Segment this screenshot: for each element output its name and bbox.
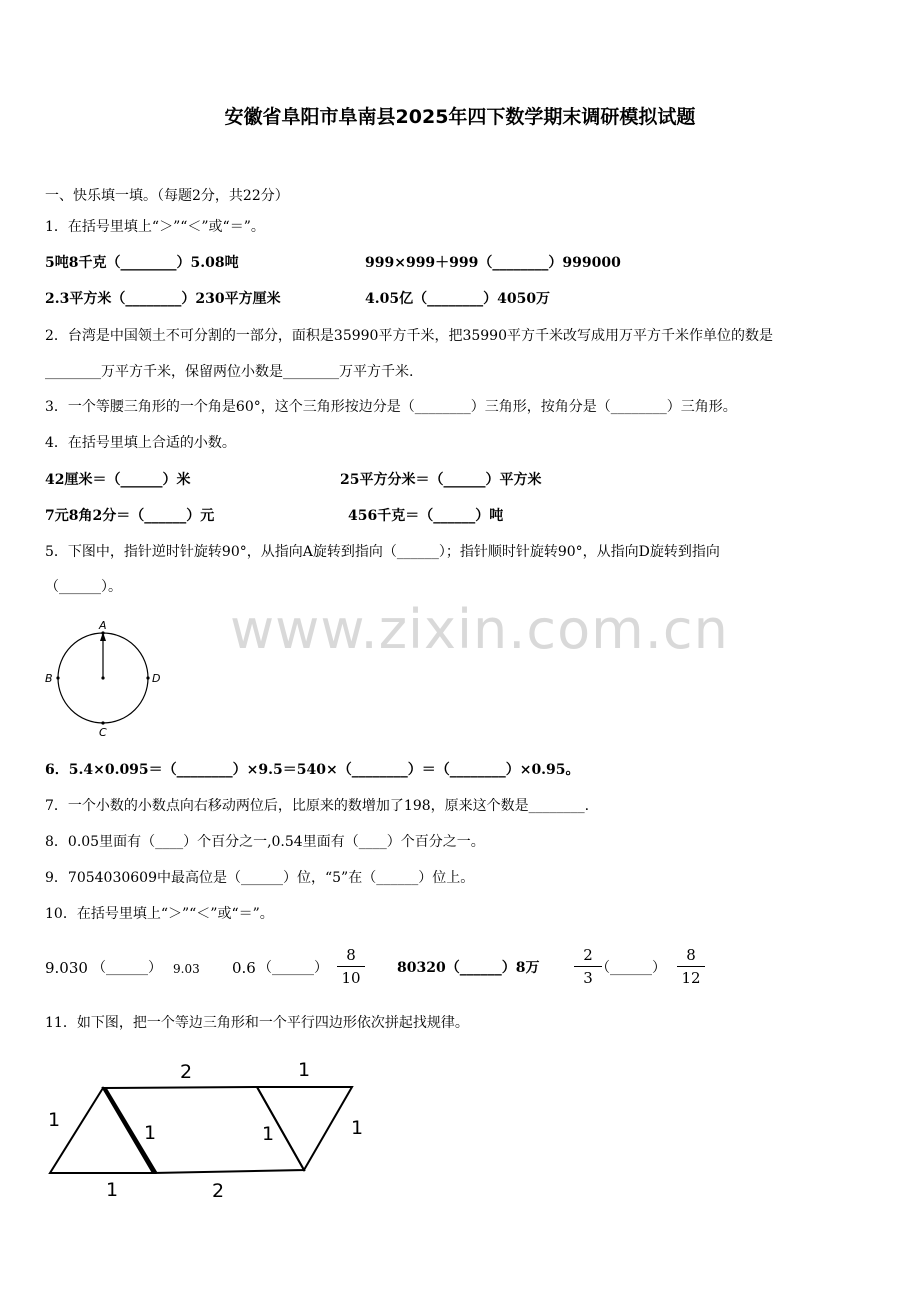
label-c: C — [99, 726, 107, 739]
point-d-dot — [146, 676, 149, 679]
q10-b-fraction — [337, 946, 365, 987]
label-inner-1b: 1 — [262, 1123, 275, 1145]
q5-line1: 5．下图中，指针逆时针旋转90°，从指向A旋转到指向（______）；指针顺时针旋转90°，从指向D旋转到指向 — [45, 544, 720, 560]
q10-b-numerator: 8 — [346, 946, 356, 964]
triangle-parallelogram-diagram — [40, 1050, 380, 1210]
fraction-bar — [677, 966, 705, 967]
q10-d-numerator: 2 — [583, 946, 593, 964]
q1-d: 4.05亿（________）4050万 — [365, 291, 551, 307]
label-top-1: 1 — [298, 1059, 311, 1081]
label-bottom-2: 2 — [212, 1180, 225, 1202]
q2-line2: ________万平方千米，保留两位小数是________万平方千米. — [45, 364, 414, 380]
clock-diagram — [40, 618, 170, 740]
q4-text: 4．在括号里填上合适的小数。 — [45, 435, 236, 451]
fraction-bar — [337, 966, 365, 967]
q2-line1: 2．台湾是中国领土不可分割的一部分，面积是35990平方千米，把35990平方千米改写成用万平方千米作单位的数是 — [45, 328, 773, 344]
q1-text: 1．在括号里填上“＞”“＜”或“＝”。 — [45, 219, 265, 235]
page-title: 安徽省阜阳市阜南县2025年四下数学期末调研模拟试题 — [224, 106, 696, 128]
q10-b-blank: （______） — [258, 960, 328, 976]
q10-b-left: 0.6 — [232, 959, 256, 977]
q5-line2: （______）。 — [45, 579, 122, 595]
watermark: www.zixin.com.cn — [230, 598, 729, 661]
q10-d-denominator: 3 — [583, 969, 593, 987]
label-top-2: 2 — [180, 1061, 193, 1083]
q4-d: 456千克＝（______）吨 — [348, 508, 504, 524]
label-bottom-1: 1 — [106, 1179, 119, 1201]
point-c-dot — [101, 721, 104, 724]
q10-text: 10．在括号里填上“＞”“＜”或“＝”。 — [45, 906, 274, 922]
q3-text: 3．一个等腰三角形的一个角是60°，这个三角形按边分是（________）三角形，按角分是（________）三角形。 — [45, 399, 737, 415]
q10-d-fraction-right — [677, 946, 705, 987]
q10-b-denominator: 10 — [341, 969, 361, 987]
q10-d-numerator2: 8 — [686, 946, 696, 964]
q10-a-left: 9.030 — [45, 959, 88, 977]
q10-a-blank: （______） — [92, 960, 162, 976]
q1-a: 5吨8千克（________）5.08吨 — [45, 255, 239, 271]
label-d: D — [152, 672, 161, 685]
q1-c: 2.3平方米（________）230平方厘米 — [45, 291, 281, 307]
center-dot — [101, 676, 104, 679]
q6-text: 6．5.4×0.095＝（________）×9.5＝540×（________）＝（________）×0.95。 — [45, 762, 580, 778]
label-a: A — [99, 619, 107, 632]
q4-a: 42厘米＝（______）米 — [45, 472, 191, 488]
section-heading: 一、快乐填一填。（每题2分，共22分） — [45, 188, 289, 204]
q10-c: 80320（______）8万 — [397, 960, 540, 976]
label-right-1: 1 — [351, 1117, 364, 1139]
triangle-shape — [50, 1088, 155, 1173]
q4-b: 25平方分米＝（______）平方米 — [340, 472, 542, 488]
label-left-1: 1 — [48, 1109, 61, 1131]
q7-text: 7．一个小数的小数点向右移动两位后，比原来的数增加了198，原来这个数是________. — [45, 798, 590, 814]
q9-text: 9．7054030609中最高位是（______）位，“5”在（______）位上。 — [45, 870, 475, 886]
q11-text: 11．如下图，把一个等边三角形和一个平行四边形依次拼起找规律。 — [45, 1015, 469, 1031]
q8-text: 8．0.05里面有（____）个百分之一,0.54里面有（____）个百分之一。 — [45, 834, 485, 850]
q10-d-denominator2: 12 — [681, 969, 701, 987]
q4-c: 7元8角2分＝（______）元 — [45, 508, 215, 524]
q10-a-right: 9.03 — [173, 962, 200, 976]
label-inner-1a: 1 — [144, 1122, 157, 1144]
label-b: B — [45, 672, 53, 685]
point-b-dot — [56, 676, 59, 679]
q10-d-blank: （______） — [596, 960, 666, 976]
q1-b: 999×999＋999（________）999000 — [365, 255, 621, 271]
